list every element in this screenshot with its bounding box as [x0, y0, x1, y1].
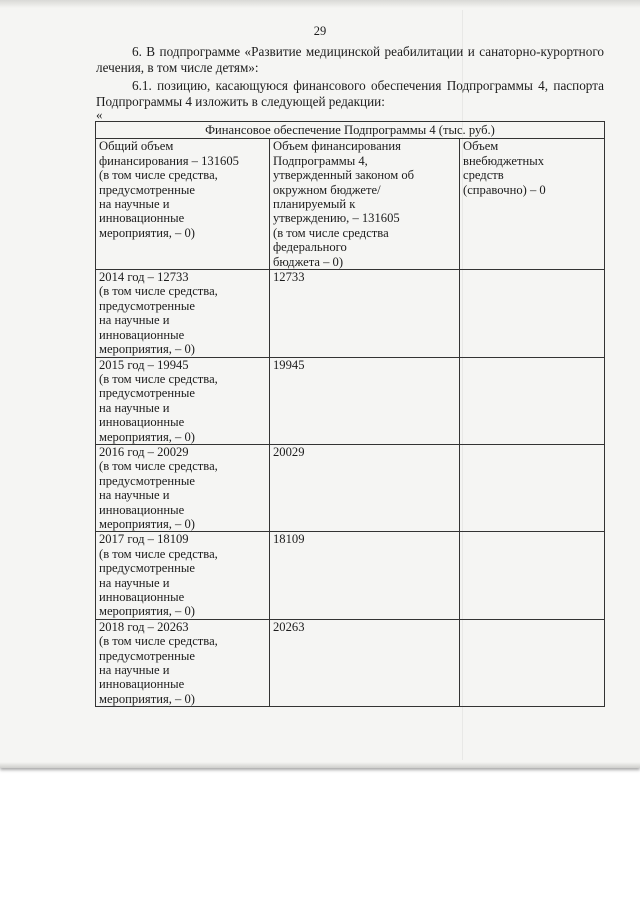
- table-title-row: [96, 122, 605, 139]
- paragraph-6: 6. В подпрограмме «Развитие медицинской реабилитации и санаторно-курортного лечения, в том числе детям»:: [96, 44, 604, 75]
- table-header-row: [96, 139, 605, 270]
- year-cell: 2017 год – 18109 (в том числе средства, предусмотренные на научные и инновационные мероприятия, – 0): [96, 532, 270, 619]
- extrabudget-cell: [460, 532, 605, 619]
- table-row: [96, 444, 605, 531]
- year-cell: 2015 год – 19945 (в том числе средства, предусмотренные на научные и инновационные мероприятия, – 0): [96, 357, 270, 444]
- financing-table: [95, 121, 605, 707]
- table-title: Финансовое обеспечение Подпрограммы 4 (тыс. руб.): [96, 122, 605, 139]
- extrabudget-cell: [460, 270, 605, 357]
- paragraph-6-1: 6.1. позицию, касающуюся финансового обеспечения Подпрограммы 4, паспорта Подпрограммы 4 изложить в следующей редакции:: [96, 78, 604, 109]
- extrabudget-cell: [460, 619, 605, 706]
- year-cell: 2014 год – 12733 (в том числе средства, предусмотренные на научные и инновационные мероприятия, – 0): [96, 270, 270, 357]
- budget-cell: 18109: [270, 532, 460, 619]
- opening-quote: «: [96, 107, 103, 122]
- extrabudget-cell: [460, 357, 605, 444]
- budget-cell: 20029: [270, 444, 460, 531]
- table-row: [96, 270, 605, 357]
- header-extrabudgetary: Объем внебюджетных средств (справочно) – 0: [460, 139, 605, 270]
- table-row: [96, 357, 605, 444]
- year-cell: 2016 год – 20029 (в том числе средства, предусмотренные на научные и инновационные мероприятия, – 0): [96, 444, 270, 531]
- page-number: 29: [313, 24, 327, 38]
- budget-cell: 20263: [270, 619, 460, 706]
- year-cell: 2018 год – 20263 (в том числе средства, предусмотренные на научные и инновационные мероприятия, – 0): [96, 619, 270, 706]
- budget-cell: 19945: [270, 357, 460, 444]
- extrabudget-cell: [460, 444, 605, 531]
- budget-cell: 12733: [270, 270, 460, 357]
- header-budget-funding: Объем финансирования Подпрограммы 4, утвержденный законом об окружном бюджете/ планируемый к утверждению, – 131605 (в том числе средства федерального бюджета – 0): [270, 139, 460, 270]
- header-total-funding: Общий объем финансирования – 131605 (в том числе средства, предусмотренные на научные и инновационные мероприятия, – 0): [96, 139, 270, 270]
- table-row: [96, 619, 605, 706]
- table-row: [96, 532, 605, 619]
